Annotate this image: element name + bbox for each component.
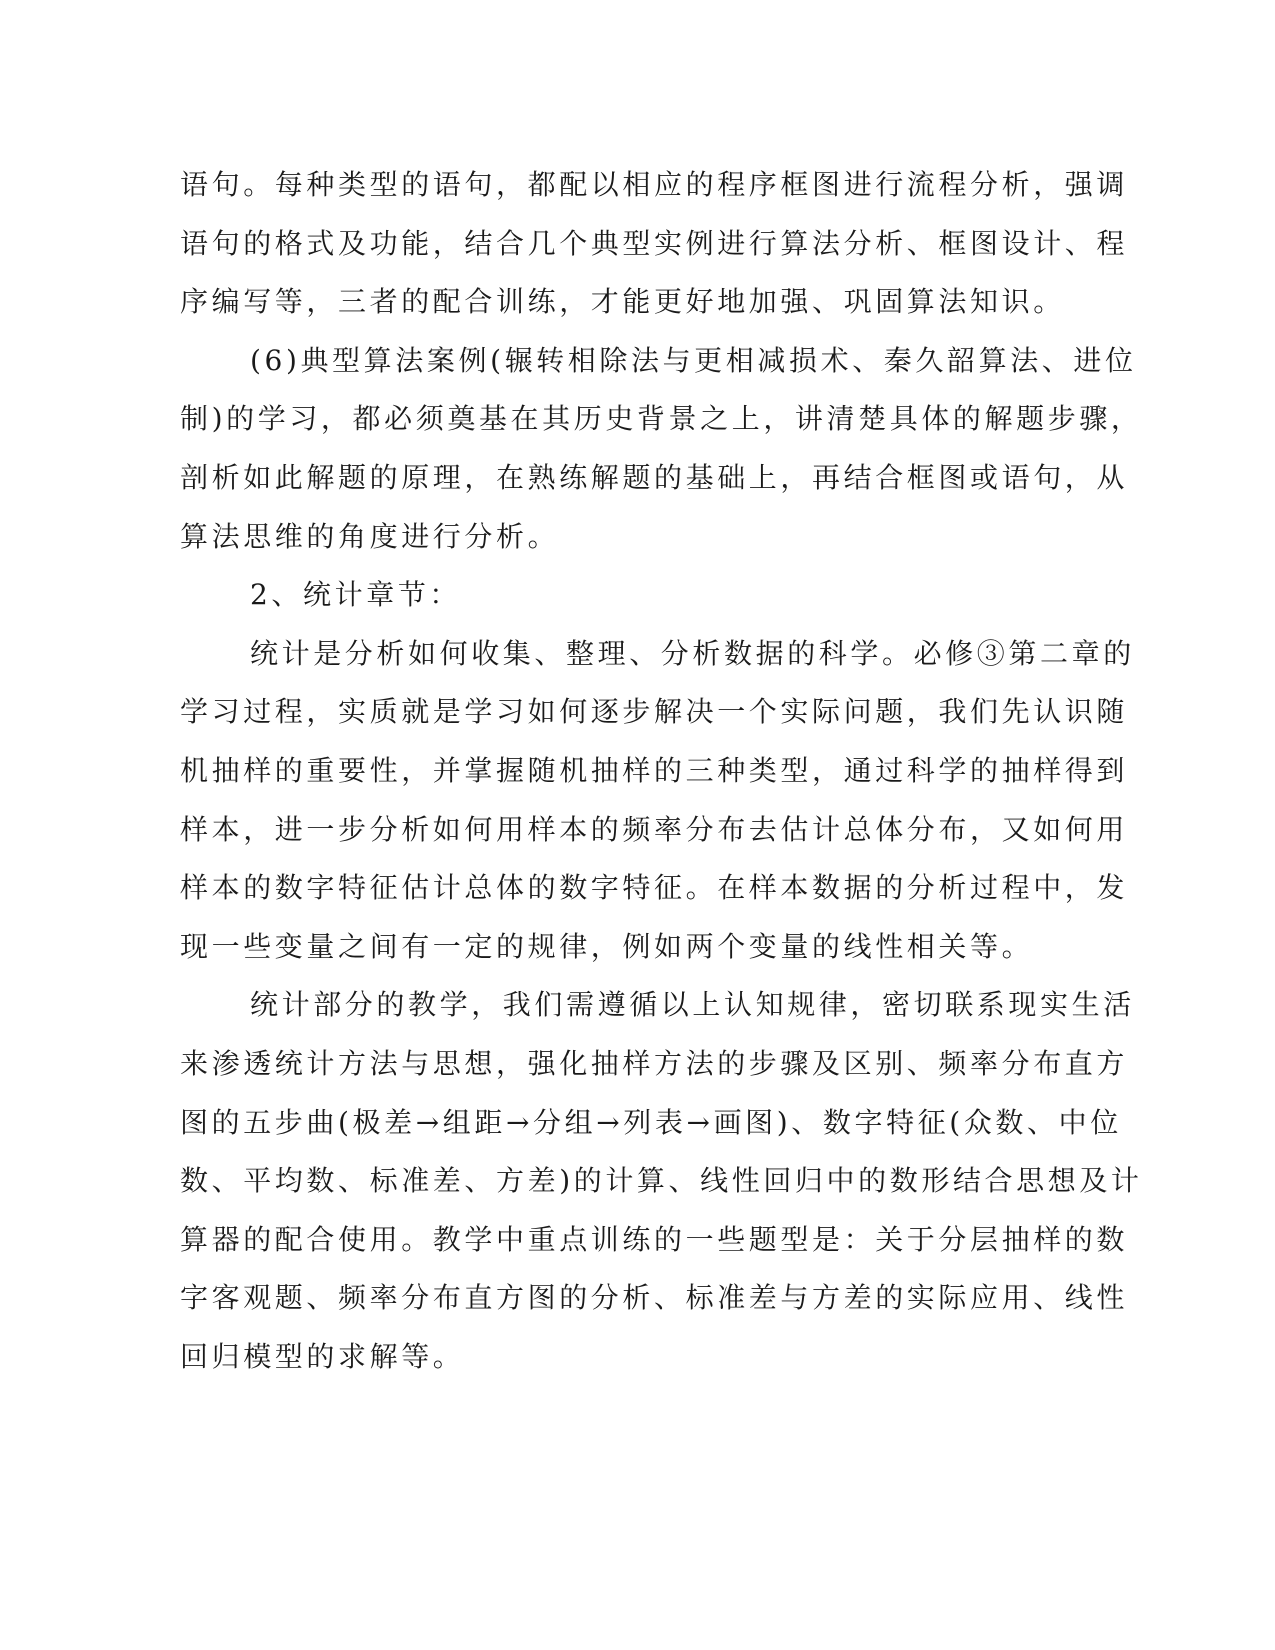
text-line: 2、统计章节： bbox=[250, 578, 462, 612]
text-line: 学习过程，实质就是学习如何逐步解决一个实际问题，我们先认识随 bbox=[180, 695, 1129, 729]
text-line: (6)典型算法案例(辗转相除法与更相减损术、秦久韶算法、进位 bbox=[250, 343, 1137, 377]
text-line: 数、平均数、标准差、方差)的计算、线性回归中的数形结合思想及计 bbox=[180, 1164, 1143, 1198]
text-line: 语句的格式及功能，结合几个典型实例进行算法分析、框图设计、程 bbox=[180, 226, 1129, 260]
text-line: 序编写等，三者的配合训练，才能更好地加强、巩固算法知识。 bbox=[180, 285, 1065, 319]
text-line: 语句。每种类型的语句，都配以相应的程序框图进行流程分析，强调 bbox=[180, 168, 1129, 201]
section-heading-statistics bbox=[180, 566, 1042, 625]
paragraph-typical-algorithm-cases bbox=[180, 332, 1143, 566]
text-line: 算器的配合使用。教学中重点训练的一些题型是：关于分层抽样的数 bbox=[180, 1222, 1129, 1256]
text-line: 制)的学习，都必须奠基在其历史背景之上，讲清楚具体的解题步骤， bbox=[180, 402, 1143, 436]
paragraph-statistics-teaching bbox=[180, 976, 1143, 1386]
paragraph-algorithm-statements-continued bbox=[180, 156, 1129, 332]
text-line: 机抽样的重要性，并掌握随机抽样的三种类型，通过科学的抽样得到 bbox=[180, 753, 1129, 787]
text-line: 统计是分析如何收集、整理、分析数据的科学。必修③第二章的 bbox=[250, 636, 1135, 670]
text-line: 统计部分的教学，我们需遵循以上认知规律，密切联系现实生活 bbox=[250, 988, 1135, 1022]
text-line: 剖析如此解题的原理，在熟练解题的基础上，再结合框图或语句，从 bbox=[180, 460, 1129, 494]
text-line: 样本的数字特征估计总体的数字特征。在样本数据的分析过程中，发 bbox=[180, 871, 1129, 905]
text-line: 现一些变量之间有一定的规律，例如两个变量的线性相关等。 bbox=[180, 929, 1034, 963]
text-line: 样本，进一步分析如何用样本的频率分布去估计总体分布，又如何用 bbox=[180, 812, 1129, 846]
text-line: 回归模型的求解等。 bbox=[180, 1339, 465, 1373]
text-line: 算法思维的角度进行分析。 bbox=[180, 519, 560, 553]
document-body bbox=[180, 156, 1143, 1386]
text-line: 图的五步曲(极差→组距→分组→列表→画图)、数字特征(众数、中位 bbox=[180, 1105, 1122, 1139]
paragraph-statistics-intro bbox=[180, 625, 1135, 977]
text-line: 字客观题、频率分布直方图的分析、标准差与方差的实际应用、线性 bbox=[180, 1281, 1129, 1315]
text-line: 来渗透统计方法与思想，强化抽样方法的步骤及区别、频率分布直方 bbox=[180, 1046, 1129, 1080]
